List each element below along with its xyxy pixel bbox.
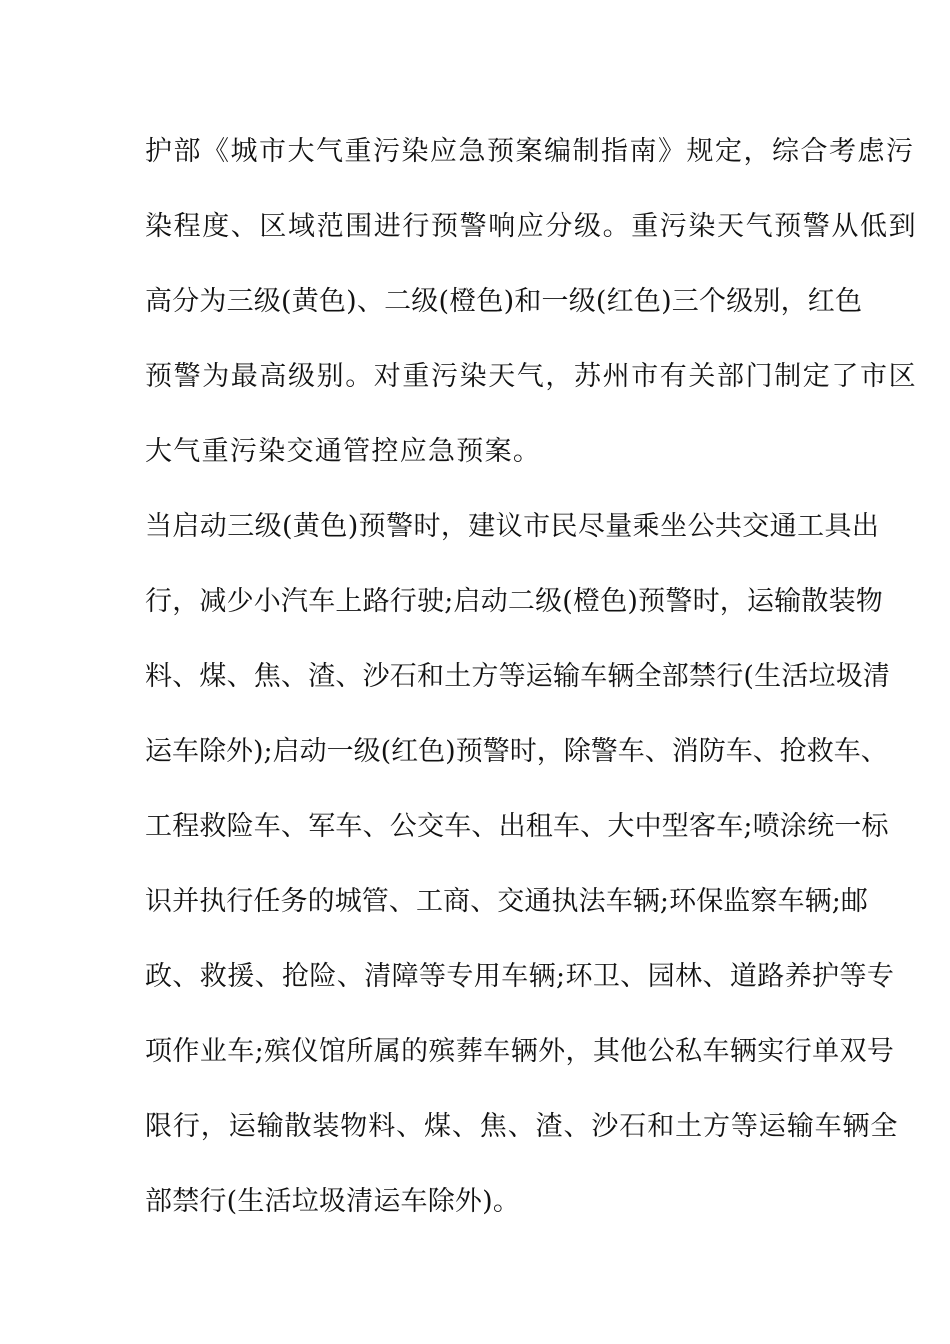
text-line-6: 当启动三级(黄色)预警时，建议市民尽量乘坐公共交通工具出 <box>145 511 880 542</box>
text-line-12: 政、救援、抢险、清障等专用车辆;环卫、园林、道路养护等专 <box>145 961 895 992</box>
text-line-14: 限行，运输散装物料、煤、焦、渣、沙石和土方等运输车辆全 <box>145 1111 899 1142</box>
text-line-10: 工程救险车、军车、公交车、出租车、大中型客车;喷涂统一标 <box>145 811 889 842</box>
text-line-1: 护部《城市大气重污染应急预案编制指南》规定，综合考虑污 <box>145 136 915 167</box>
text-line-5: 大气重污染交通管控应急预案。 <box>145 436 542 467</box>
text-line-9: 运车除外);启动一级(红色)预警时，除警车、消防车、抢救车、 <box>145 736 888 767</box>
text-line-8: 料、煤、焦、渣、沙石和土方等运输车辆全部禁行(生活垃圾清 <box>145 661 891 692</box>
text-line-15: 部禁行(生活垃圾清运车除外)。 <box>145 1186 521 1217</box>
text-line-11: 识并执行任务的城管、工商、交通执法车辆;环保监察车辆;邮 <box>145 886 868 917</box>
text-line-3: 高分为三级(黄色)、二级(橙色)和一级(红色)三个级别，红色 <box>145 286 863 317</box>
text-line-2: 染程度、区域范围进行预警响应分级。重污染天气预警从低到 <box>145 211 918 242</box>
text-line-4: 预警为最高级别。对重污染天气，苏州市有关部门制定了市区 <box>145 361 918 392</box>
text-line-7: 行，减少小汽车上路行驶;启动二级(橙色)预警时，运输散装物 <box>145 586 883 617</box>
text-line-13: 项作业车;殡仪馆所属的殡葬车辆外，其他公私车辆实行单双号 <box>145 1036 895 1067</box>
